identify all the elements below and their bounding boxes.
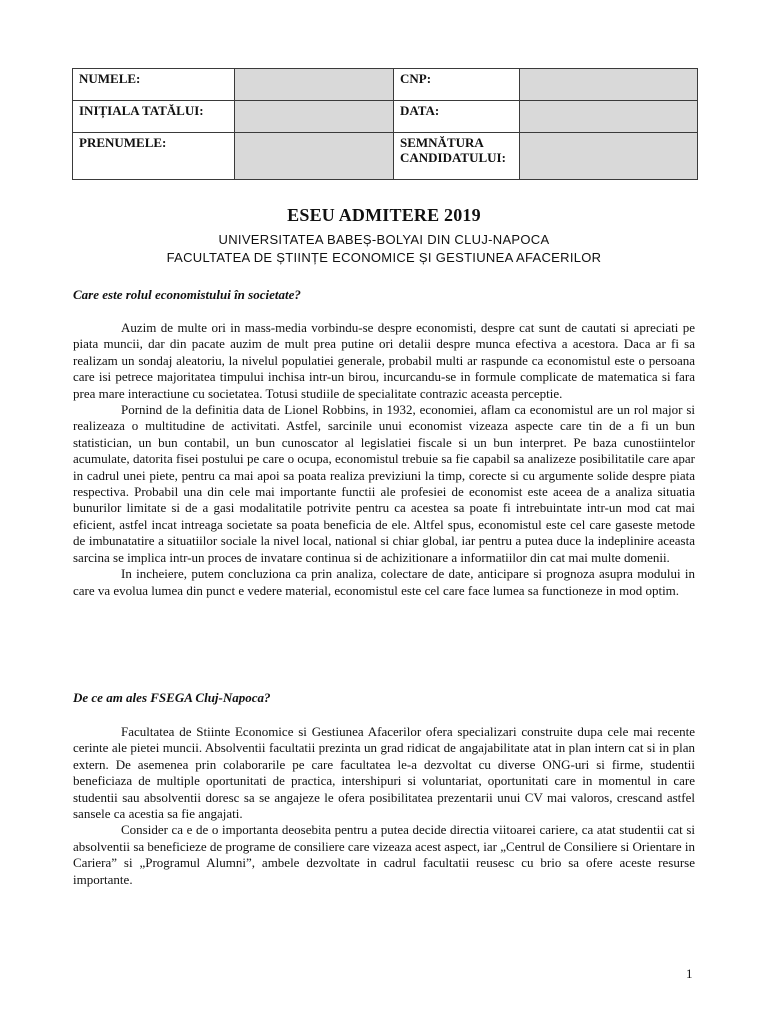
father-initial-field[interactable] (235, 101, 394, 133)
signature-label (394, 133, 520, 180)
signature-label-line1: SEMNĂTURA (400, 135, 484, 150)
page-number: 1 (686, 966, 693, 981)
name-field[interactable] (235, 69, 394, 101)
paragraph: Facultatea de Stiinte Economice si Gestiunea Afacerilor ofera specializari construite dupa cele mai recente cerinte ale pietei muncii. Absolventii facultatii prezinta un grad ridicat de angajabilitate atat in plan intern cat si in plan extern. De asemenea prin colaborarile pe care facultatea le-a dezvoltat cu diverse ONG-uri si firme, studentii beneficiaza de multiple oportunitati de practica, intershipuri si voluntariat, oportunitati care in momentul in care studentii sau absolventii doresc sa se angajeze le ofera posibilitatea prezentarii unui CV mai valoros, crescand astfel sansele ca acestia sa fie angajati. (73, 724, 695, 822)
form-row-initial (73, 101, 698, 133)
name-label: NUMELE: (73, 69, 235, 101)
question-why-fsega: De ce am ales FSEGA Cluj-Napoca? (73, 690, 271, 705)
paragraph: Pornind de la definitia data de Lionel Robbins, in 1932, economiei, aflam ca economistul are un rol major si realizeaza o multitudine de activitati. Astfel, sarcinile unui economist vizeaza aspecte care tin de a fi un bun statistician, un bun contabil, un bun cunoscator al legislatiei fiscale si un bun interpret. Pe baza cunostiintelor acumulate, datorita fisei postului pe care o ocupa, economistul trebuie sa fie capabil sa analizeze posibilitatile care apar in cadrul unei piete, pentru ca mai apoi sa poata realiza previziuni la timp, corecte si cu argumente solide despre piata respectiva. Probabil una din cele mai importante functii ale profesiei de economist este aceea de a analiza situatia bunurilor limitate si de a gasi modalitatile potrivite pentru ca acestea sa poate fi intrebuintate intr-un mod cat mai eficient, astfel incat intreaga societate sa poata beneficia de ele. Altfel spus, economistul este cel care gaseste metode de imbunatatire a situatiilor sociale la nivel local, national si chiar global, iar pentru a putea duce la indeplinire aceasta sarcina se implica intr-un proces de invatare continua si de achizitionare a informatiilor din cat mai multe domenii. (73, 402, 695, 565)
paragraph: Auzim de multe ori in mass-media vorbindu-se despre economisti, despre cat sunt de cautati si apreciati pe piata muncii, dar din pacate auzim de mult prea putine ori detalii despre munca efectiva a acestora. Daca ar fi sa realizam un sondaj aleatoriu, la nivelul populatiei generale, probabil multi ar raspunde ca economistul este o persoana care isi petrece majoritatea timpului inchisa intr-un birou, incurcandu-se in formule complicate de matematica si fara prea mare interactiune cu societatea. Totusi studiile de specialitate contrazic aceasta perceptie. (73, 320, 695, 401)
form-row-name (73, 69, 698, 101)
paragraph: Consider ca e de o importanta deosebita pentru a putea decide directia viitoarei cariere, ca atat studentii cat si absolventii sa beneficieze de programe de consiliere care vizeaza acest aspect, iar „Centrul de Consiliere si Orientare in Cariera” si „Programul Alumni”, ambele dezvoltate in cadrul facultatii reusesc cu brio sa ofere aceste resurse importante. (73, 822, 695, 887)
form-row-surname (73, 133, 698, 180)
essay-section-2 (73, 724, 695, 888)
question-economist-role: Care este rolul economistului în societate? (73, 287, 301, 302)
essay-section-1 (73, 320, 695, 599)
cnp-label: CNP: (394, 69, 520, 101)
father-initial-label: INIȚIALA TATĂLUI: (73, 101, 235, 133)
signature-label-line2: CANDIDATULUI: (400, 150, 506, 165)
signature-field[interactable] (520, 133, 698, 180)
essay-title: ESEU ADMITERE 2019 (287, 205, 481, 225)
cnp-field[interactable] (520, 69, 698, 101)
faculty-name: FACULTATEA DE ȘTIINȚE ECONOMICE ȘI GESTIUNEA AFACERILOR (166, 250, 602, 265)
date-label: DATA: (394, 101, 520, 133)
candidate-form-table (72, 68, 698, 180)
date-field[interactable] (520, 101, 698, 133)
surname-label: PRENUMELE: (73, 133, 235, 180)
surname-field[interactable] (235, 133, 394, 180)
paragraph: In incheiere, putem concluziona ca prin analiza, colectare de date, anticipare si prognoza asupra modului in care va evolua lumea din punct e vedere material, economistul este cel care face lumea sa functioneze in mod optim. (73, 566, 695, 598)
university-name: UNIVERSITATEA BABEȘ-BOLYAI DIN CLUJ-NAPOCA (218, 232, 550, 247)
